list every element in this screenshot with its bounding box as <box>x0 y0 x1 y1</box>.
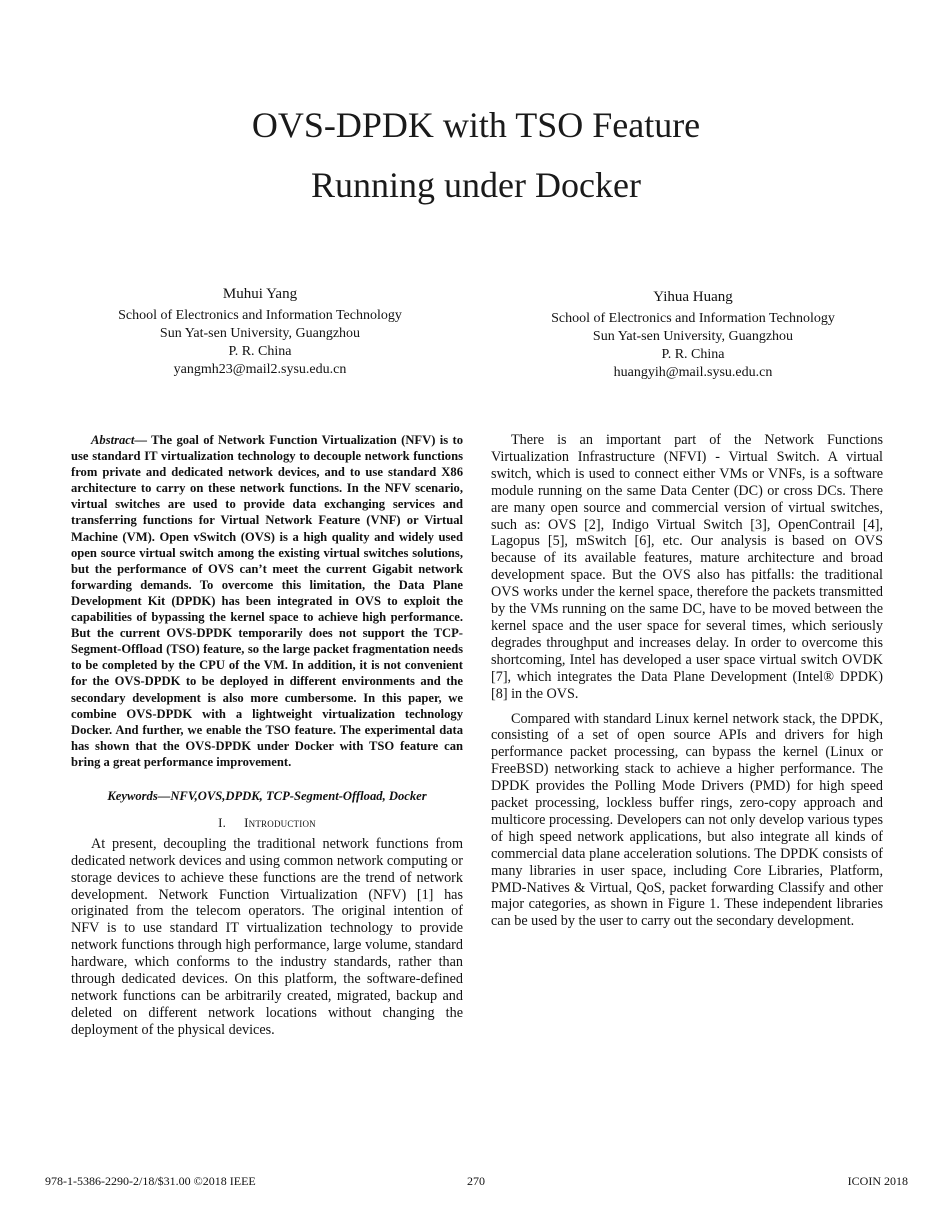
author-university: Sun Yat-sen University, Guangzhou <box>592 329 794 344</box>
footer-page-number: 270 <box>467 1174 485 1188</box>
abstract-label: Abstract <box>91 433 135 447</box>
author-name: Muhui Yang <box>222 286 298 302</box>
keywords: Keywords—NFV,OVS,DPDK, TCP-Segment-Offload, Docker <box>107 788 427 803</box>
abstract <box>71 432 463 770</box>
right-column <box>491 432 883 938</box>
author-block-1 <box>60 285 460 379</box>
author-university: Sun Yat-sen University, Guangzhou <box>159 326 361 341</box>
intro-paragraph-1: At present, decoupling the traditional network functions from dedicated network devices and using common network computing or storage devices to achieve these functions are the trend of network development. Network Function Virtualization (NFV) [1] has originated from the telecom operators. The original intention of NFV is to use standard IT virtualization technology to provide network functions through high performance, large volume, standard hardware, which conforms to the industry standards, rather than through dedicated devices. On this platform, the software-defined network functions can be arbitrarily created, migrated, backup and deleted on different network locations without changing the deployment of the physical devices. <box>71 835 463 1038</box>
author-affiliation: School of Electronics and Information Technology <box>551 311 835 326</box>
intro-paragraph-3: Compared with standard Linux kernel network stack, the DPDK, consisting of a set of open source APIs and drivers for high performance packet processing, can bypass the kernel (Linux or FreeBSD) networking stack to achieve a higher performance. The DPDK provides the Polling Mode Drivers (PMD) for high speed packet processing, lockless buffer rings, zero-copy approach and multicore processing. Developers can not only develop various types of high speed network applications, but also integrate all kinds of commercial data plane acceleration solutions. The DPDK consists of many libraries in user space, including Core Libraries, Platform, PMD-Natives & Virtual, QoS, packet forwarding Classify and other major categories, as shown in Figure 1. These independent libraries can be used by the user to carry out the secondary development. <box>491 710 883 930</box>
author-affiliation: School of Electronics and Information Technology <box>118 308 402 323</box>
author-email: yangmh23@mail2.sysu.edu.cn <box>173 362 347 377</box>
section-number: I. <box>218 814 227 830</box>
section-title: Introduction <box>244 814 316 830</box>
left-column <box>71 432 463 1047</box>
author-name: Yihua Huang <box>653 289 733 305</box>
author-email: huangyih@mail.sysu.edu.cn <box>613 365 773 380</box>
footer-conference: ICOIN 2018 <box>847 1174 908 1188</box>
author-block-2 <box>493 288 893 382</box>
paper-title-line2: Running under Docker <box>311 165 641 205</box>
author-country: P. R. China <box>228 344 292 359</box>
paper-title-line1: OVS-DPDK with TSO Feature <box>251 105 701 145</box>
intro-paragraph-2: There is an important part of the Network Functions Virtualization Infrastructure (NFVI) - Virtual Switch. A virtual switch, which is used to connect either VMs or VNFs, is a software module running on the same Data Center (DC) or cross DCs. There are many open source and commercial version of virtual switches, such as: OVS [2], Indigo Virtual Switch [3], OpenContrail [4], Lagopus [5], mSwitch [6], etc. Our analysis is based on OVS because of its available features, mature architecture and broad development space. But the OVS also has pitfalls: the traditional OVS works under the kernel space, therefore the packets transmitted by the VMs running on the same DC, have to be moved between the kernel space and the user space for several times, which seriously degrades throughput and increases delay. In order to overcome this shortcoming, Intel has developed a user space virtual switch OVDK [7], which integrates the Data Plane Development (Intel® DPDK) [8] in the OVS. <box>491 432 883 702</box>
author-country: P. R. China <box>661 347 725 362</box>
footer-isbn: 978-1-5386-2290-2/18/$31.00 ©2018 IEEE <box>45 1174 256 1188</box>
section-heading-introduction <box>71 815 463 832</box>
abstract-text: — The goal of Network Function Virtualization (NFV) is to use standard IT virtualization technology to decouple network functions from private and dedicated network devices, and to use standard X86 architecture to carry on these network functions. In the NFV scenario, virtual switches are used to provide data exchanging services and transferring functions for Virtual Network Feature (VNF) or Virtual Machine (VM). Open vSwitch (OVS) is a high quality and widely used open source virtual switch among the existing virtual switches solutions, but the performance of OVS can’t meet the current Gigabit network forwarding demands. To overcome this limitation, the Data Plane Development Kit (DPDK) has been integrated in OVS to exploit the capabilities of bypassing the kernel space to achieve high performance. But the current OVS-DPDK temporarily does not support the TCP-Segment-Offload (TSO) feature, so the large packet fragmentation needs to be completed by the CPU of the VM. In addition, it is not convenient for the OVS-DPDK to be deployed in different environments and the secondary development is also more cumbersome. In this paper, we combine OVS-DPDK with a lightweight virtualization technology Docker. And further, we enable the TSO feature. The experimental data has shown that the OVS-DPDK under Docker with TSO feature can bring a great performance improvement. <box>71 433 463 769</box>
